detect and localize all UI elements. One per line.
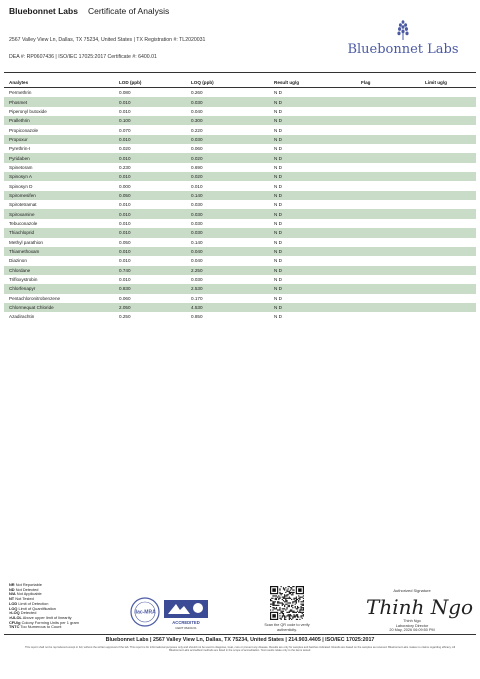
result-cell: N D bbox=[274, 146, 282, 152]
limit-cell bbox=[425, 181, 476, 190]
limit-cell bbox=[425, 294, 476, 303]
signer-name: Thinh Ngo bbox=[403, 619, 421, 623]
loq-cell: 0.170 bbox=[191, 295, 203, 301]
loq-cell: 0.060 bbox=[191, 146, 203, 152]
column-header-analytes: Analytes bbox=[4, 77, 119, 88]
legend-abbr: >LOQ bbox=[9, 610, 20, 616]
lod-cell: 0.010 bbox=[119, 228, 191, 237]
result-cell: N D bbox=[274, 295, 282, 301]
lod-cell: 0.010 bbox=[119, 258, 131, 264]
legend-text: Colony Forming Units per 1 gram bbox=[21, 619, 79, 625]
loq-cell: 0.140 bbox=[191, 239, 203, 245]
result-cell: N D bbox=[274, 172, 361, 181]
table-row bbox=[4, 200, 476, 209]
limit-cell bbox=[425, 153, 476, 162]
legend-text: Not Tested bbox=[15, 596, 34, 602]
flag-cell bbox=[361, 191, 425, 200]
column-header-limit: Limit ug/g bbox=[425, 77, 476, 88]
header-title-line bbox=[9, 6, 169, 16]
flag-cell bbox=[361, 312, 425, 321]
limit-cell bbox=[425, 312, 476, 321]
lod-cell: 0.010 bbox=[119, 108, 131, 114]
lod-cell: 0.010 bbox=[119, 209, 191, 218]
loq-cell: 4.530 bbox=[191, 303, 274, 312]
legend-text: Above upper limit of linearity bbox=[22, 614, 72, 620]
analyte-cell: Spinosyn A bbox=[4, 172, 119, 181]
result-cell: N D bbox=[274, 258, 282, 264]
lod-cell: 0.080 bbox=[119, 90, 131, 96]
ilac-label: ilac-MRA bbox=[134, 609, 156, 616]
loq-cell: 0.300 bbox=[191, 116, 274, 125]
results-table bbox=[4, 77, 476, 322]
limit-cell bbox=[425, 172, 476, 181]
limit-cell bbox=[425, 219, 476, 228]
flag-cell bbox=[361, 135, 425, 144]
logo-text: Bluebonnet Labs bbox=[347, 42, 459, 57]
flag-cell bbox=[361, 256, 425, 265]
loq-cell: 0.260 bbox=[191, 90, 203, 96]
limit-cell bbox=[425, 116, 476, 125]
limit-cell bbox=[425, 275, 476, 284]
legend-text: Limit of Quantification bbox=[18, 605, 56, 611]
analyte-cell: Pyridaben bbox=[4, 153, 119, 162]
legend-abbr: TNTC bbox=[9, 624, 20, 630]
loq-cell: 0.030 bbox=[191, 277, 203, 283]
limit-cell bbox=[425, 303, 476, 312]
loq-cell: 0.030 bbox=[191, 209, 274, 218]
lod-cell: 0.050 bbox=[119, 191, 191, 200]
result-cell: N D bbox=[274, 209, 361, 218]
loq-cell: 0.030 bbox=[191, 228, 274, 237]
analyte-cell: Spiromesifen bbox=[4, 191, 119, 200]
legend-abbr: NT bbox=[9, 596, 15, 602]
legend-item bbox=[9, 625, 79, 630]
lod-cell: 0.020 bbox=[119, 146, 131, 152]
analyte-cell: Propoxur bbox=[4, 135, 119, 144]
loq-cell: 0.040 bbox=[191, 247, 274, 256]
analyte-cell: Pentachloronitrobenzene bbox=[9, 295, 61, 301]
accreditation-badge-icon bbox=[128, 596, 214, 632]
analyte-cell: Chlorfenapyr bbox=[4, 284, 119, 293]
flag-cell bbox=[361, 181, 425, 190]
analyte-cell: Chlordane bbox=[4, 266, 119, 275]
lod-cell: 0.000 bbox=[119, 183, 131, 189]
table-row bbox=[4, 163, 476, 172]
dea-line: DEA #: RP0607436 | ISO/IEC 17025:2017 Certificate #: 6400.01 bbox=[9, 54, 157, 60]
analyte-cell: Permethrin bbox=[9, 90, 32, 96]
loq-cell: 0.020 bbox=[191, 172, 274, 181]
lod-cell: 0.250 bbox=[119, 314, 131, 320]
result-cell: N D bbox=[274, 183, 282, 189]
loq-cell: 0.030 bbox=[191, 97, 274, 106]
column-header-result: Result ug/g bbox=[274, 77, 361, 88]
result-cell: N D bbox=[274, 164, 282, 170]
footer-disclaimer: This report shall not be reproduced except in full, without the written approval of the lab. This report is for informational purposes only and should not be used to diagnose, treat, cure or prevent any disease. Results are only for samples and batches indicated. Results are based on the samples as received. Bluebonnet Labs makes no claims regarding efficacy. All Bluebonnet Labs accredited methods are listed in the scope of accreditation. Test results relate only to the items tested. bbox=[24, 646, 456, 653]
legend-abbr: LOD bbox=[9, 600, 18, 606]
lod-cell: 0.010 bbox=[119, 135, 191, 144]
legend-text: Not Detected bbox=[15, 586, 39, 592]
footer-divider bbox=[4, 634, 476, 635]
limit-cell bbox=[425, 247, 476, 256]
analyte-cell: Spinetoram bbox=[9, 164, 33, 170]
table-row bbox=[4, 172, 476, 181]
analyte-cell: Thiamethoxam bbox=[4, 247, 119, 256]
table-row bbox=[4, 116, 476, 125]
result-cell: N D bbox=[274, 116, 361, 125]
flag-cell bbox=[361, 172, 425, 181]
legend-text: Limit of Detection bbox=[18, 600, 49, 606]
flag-cell bbox=[361, 200, 425, 209]
signer-title: Laboratory Director bbox=[395, 623, 429, 628]
table-row bbox=[4, 97, 476, 106]
result-cell: N D bbox=[274, 314, 282, 320]
analyte-cell: Tebuconazole bbox=[9, 220, 38, 226]
analyte-cell: Thiachloprid bbox=[4, 228, 119, 237]
result-cell: N D bbox=[274, 202, 282, 208]
table-row bbox=[4, 294, 476, 303]
loq-cell: 2.250 bbox=[191, 266, 274, 275]
legend-abbr: NR bbox=[9, 582, 15, 587]
result-cell: N D bbox=[274, 266, 361, 275]
analyte-cell: Piperonyl butoxide bbox=[9, 108, 47, 114]
flag-cell bbox=[361, 284, 425, 293]
flag-cell bbox=[361, 163, 425, 172]
qr-caption: Scan the QR code to verify authenticity. bbox=[264, 623, 310, 632]
result-cell: N D bbox=[274, 153, 361, 162]
accreditation-badges bbox=[128, 596, 214, 632]
table-row bbox=[4, 266, 476, 275]
lod-cell: 0.100 bbox=[119, 116, 191, 125]
table-row bbox=[4, 135, 476, 144]
limit-cell bbox=[425, 144, 476, 153]
legend-abbr: >ULOL bbox=[9, 614, 22, 620]
table-row bbox=[4, 219, 476, 228]
flag-cell bbox=[361, 153, 425, 162]
flag-cell bbox=[361, 275, 425, 284]
analyte-cell: Spinosyn D bbox=[9, 183, 33, 189]
table-row bbox=[4, 312, 476, 321]
loq-cell: 0.030 bbox=[191, 220, 203, 226]
loq-cell: 0.030 bbox=[191, 202, 203, 208]
legend-abbr: CFU/g bbox=[9, 619, 21, 625]
column-header-flag: Flag bbox=[361, 77, 425, 88]
table-row bbox=[4, 125, 476, 134]
legend-text: Not Applicable bbox=[16, 591, 42, 597]
cert-label: CERT #6400.01 bbox=[175, 626, 197, 630]
lod-cell: 0.010 bbox=[119, 97, 191, 106]
flag-cell bbox=[361, 219, 425, 228]
flag-cell bbox=[361, 125, 425, 134]
table-row bbox=[4, 107, 476, 116]
analyte-cell: Diazinon bbox=[9, 258, 27, 264]
abbreviation-legend bbox=[9, 583, 79, 630]
lod-cell: 0.070 bbox=[119, 127, 131, 133]
company-logo bbox=[345, 20, 461, 70]
analyte-cell: Phosmet bbox=[4, 97, 119, 106]
result-cell: N D bbox=[274, 135, 361, 144]
limit-cell bbox=[425, 266, 476, 275]
lod-cell: 0.050 bbox=[119, 239, 131, 245]
signature-date: 20 May, 2026 06:09:50 PM bbox=[389, 628, 435, 632]
legend-text: Not Reportable bbox=[15, 582, 42, 587]
flag-cell bbox=[361, 97, 425, 106]
loq-cell: 0.220 bbox=[191, 127, 203, 133]
result-cell: N D bbox=[274, 277, 282, 283]
loq-cell: 2.530 bbox=[191, 284, 274, 293]
loq-cell: 0.040 bbox=[191, 108, 203, 114]
table-row bbox=[4, 247, 476, 256]
legend-text: Detected bbox=[20, 610, 37, 616]
analyte-cell: Propiconazole bbox=[9, 127, 39, 133]
lod-cell: 0.230 bbox=[119, 164, 131, 170]
document-title: Certificate of Analysis bbox=[87, 6, 170, 16]
flag-cell bbox=[361, 107, 425, 116]
analyte-cell: Chlormequat Chloride bbox=[4, 303, 119, 312]
result-cell: N D bbox=[274, 303, 361, 312]
flag-cell bbox=[361, 116, 425, 125]
flag-cell bbox=[361, 238, 425, 247]
table-row bbox=[4, 153, 476, 162]
analyte-cell: Prallethrin bbox=[4, 116, 119, 125]
table-row bbox=[4, 181, 476, 190]
accredited-label: ACCREDITED bbox=[172, 620, 200, 625]
lod-cell: 0.010 bbox=[119, 277, 131, 283]
limit-cell bbox=[425, 88, 476, 98]
flag-cell bbox=[361, 209, 425, 218]
flag-cell bbox=[361, 266, 425, 275]
limit-cell bbox=[425, 209, 476, 218]
result-cell: N D bbox=[274, 108, 282, 114]
lod-cell: 0.830 bbox=[119, 284, 191, 293]
flag-cell bbox=[361, 88, 425, 98]
loq-cell: 0.010 bbox=[191, 183, 203, 189]
result-cell: N D bbox=[274, 90, 282, 96]
result-cell: N D bbox=[274, 220, 282, 226]
table-row bbox=[4, 275, 476, 284]
limit-cell bbox=[425, 97, 476, 106]
table-row bbox=[4, 88, 476, 98]
table-row bbox=[4, 284, 476, 293]
analyte-cell: Trifloxystrobin bbox=[9, 277, 38, 283]
analyte-cell: Azadirachtin bbox=[9, 314, 35, 320]
limit-cell bbox=[425, 238, 476, 247]
legend-text: Too Numerous to Count bbox=[20, 624, 62, 630]
result-cell: N D bbox=[274, 239, 282, 245]
company-name: Bluebonnet Labs bbox=[9, 6, 78, 16]
table-row bbox=[4, 303, 476, 312]
column-header-loq: LOQ (ppb) bbox=[191, 77, 274, 88]
signature-label: Authorized Signature bbox=[393, 588, 431, 593]
limit-cell bbox=[425, 191, 476, 200]
flag-cell bbox=[361, 294, 425, 303]
limit-cell bbox=[425, 107, 476, 116]
loq-cell: 0.690 bbox=[191, 164, 203, 170]
limit-cell bbox=[425, 256, 476, 265]
analyte-cell: Spiroxamine bbox=[4, 209, 119, 218]
limit-cell bbox=[425, 200, 476, 209]
table-row bbox=[4, 144, 476, 153]
lod-cell: 0.740 bbox=[119, 266, 191, 275]
limit-cell bbox=[425, 228, 476, 237]
header-divider bbox=[4, 72, 476, 73]
legend-abbr: N/A bbox=[9, 591, 16, 597]
result-cell: N D bbox=[274, 228, 361, 237]
results-table-body bbox=[4, 88, 476, 322]
table-row bbox=[4, 256, 476, 265]
limit-cell bbox=[425, 284, 476, 293]
limit-cell bbox=[425, 135, 476, 144]
footer-line: Bluebonnet Labs | 2567 Valley View Ln, Dallas, TX 75234, United States | 214.903.4405 | ISO/IEC 17025:2017 bbox=[105, 637, 375, 643]
limit-cell bbox=[425, 163, 476, 172]
verification-qr-code[interactable] bbox=[270, 586, 304, 620]
result-cell: N D bbox=[274, 284, 361, 293]
lod-cell: 0.060 bbox=[119, 295, 131, 301]
legend-abbr: LOQ bbox=[9, 605, 18, 611]
loq-cell: 0.140 bbox=[191, 191, 274, 200]
handwritten-signature: Thinh Ngo bbox=[366, 595, 474, 619]
flag-cell bbox=[361, 144, 425, 153]
flag-cell bbox=[361, 303, 425, 312]
loq-cell: 0.040 bbox=[191, 258, 203, 264]
lod-cell: 0.010 bbox=[119, 172, 191, 181]
table-row bbox=[4, 238, 476, 247]
lod-cell: 0.010 bbox=[119, 247, 191, 256]
lod-cell: 0.010 bbox=[119, 220, 131, 226]
lod-cell: 0.010 bbox=[119, 153, 191, 162]
result-cell: N D bbox=[274, 97, 361, 106]
lod-cell: 2.050 bbox=[119, 303, 191, 312]
analyte-cell: Methyl parathion bbox=[9, 239, 43, 245]
loq-cell: 0.020 bbox=[191, 153, 274, 162]
result-cell: N D bbox=[274, 247, 361, 256]
address-line: 2567 Valley View Ln, Dallas, TX 75234, United States | TX Registration #: TL2020031 bbox=[9, 37, 206, 43]
analyte-cell: Spirotetramat bbox=[9, 202, 37, 208]
flag-cell bbox=[361, 228, 425, 237]
table-row bbox=[4, 228, 476, 237]
limit-cell bbox=[425, 125, 476, 134]
loq-cell: 0.030 bbox=[191, 135, 274, 144]
result-cell: N D bbox=[274, 127, 282, 133]
lod-cell: 0.010 bbox=[119, 202, 131, 208]
result-cell: N D bbox=[274, 191, 361, 200]
legend-abbr: ND bbox=[9, 586, 15, 592]
bluebonnet-flower-icon bbox=[394, 20, 412, 40]
loq-cell: 0.850 bbox=[191, 314, 203, 320]
table-row bbox=[4, 209, 476, 218]
signature-block bbox=[366, 588, 474, 633]
column-header-lod: LOD (ppb) bbox=[119, 77, 191, 88]
analyte-cell: Pyrethrin-I bbox=[9, 146, 31, 152]
flag-cell bbox=[361, 247, 425, 256]
table-header-row bbox=[4, 77, 476, 88]
table-row bbox=[4, 191, 476, 200]
